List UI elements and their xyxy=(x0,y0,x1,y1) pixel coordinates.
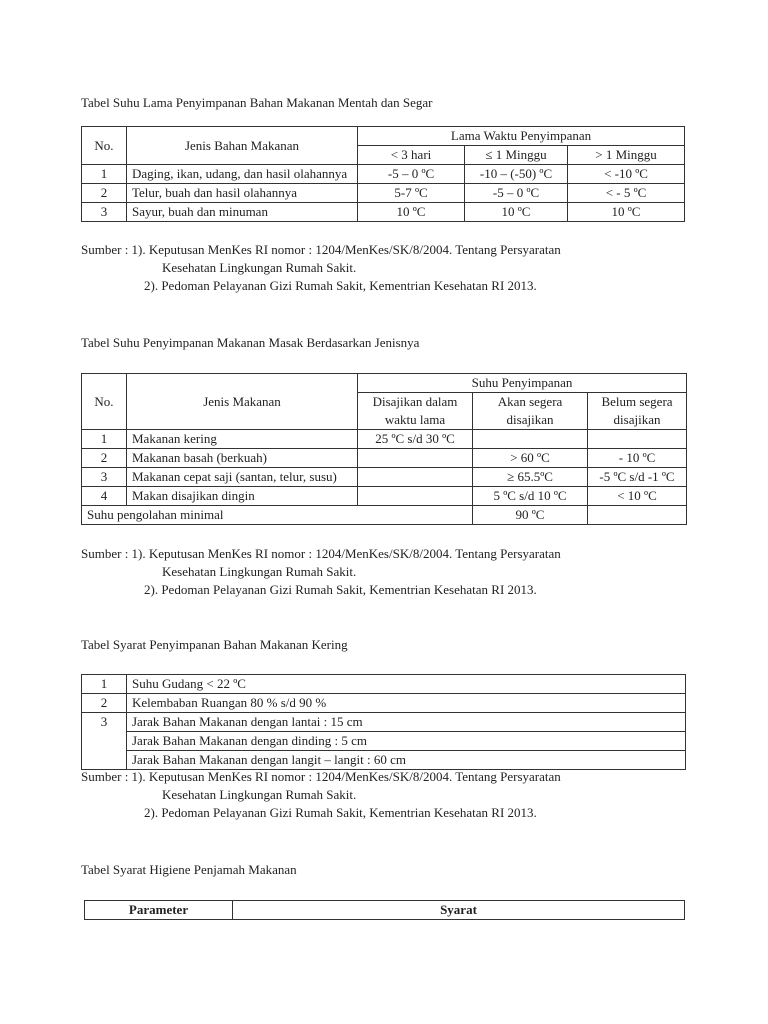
table1-header-group: Lama Waktu Penyimpanan xyxy=(358,127,685,146)
table1-header-sub: > 1 Minggu xyxy=(568,146,685,165)
row-value xyxy=(358,487,473,506)
table4-header-syarat: Syarat xyxy=(233,901,685,920)
footer-value: 90 ºC xyxy=(473,506,588,525)
row-value: 5 ºC s/d 10 ºC xyxy=(473,487,588,506)
source-line: Kesehatan Lingkungan Rumah Sakit. xyxy=(162,564,357,579)
row-text: Jarak Bahan Makanan dengan lantai : 15 cm xyxy=(127,713,686,732)
table1 xyxy=(81,126,685,222)
row-no: 1 xyxy=(82,675,127,694)
row-value: 25 ºC s/d 30 ºC xyxy=(358,430,473,449)
table2-header-no: No. xyxy=(82,374,127,430)
source-line: 2). Pedoman Pelayanan Gizi Rumah Sakit, Kementrian Kesehatan RI 2013. xyxy=(144,582,537,597)
row-value: 10 ºC xyxy=(568,203,685,222)
source-line: Kesehatan Lingkungan Rumah Sakit. xyxy=(162,787,357,802)
row-name: Makan disajikan dingin xyxy=(127,487,358,506)
row-value: 5-7 ºC xyxy=(358,184,465,203)
row-value xyxy=(358,449,473,468)
row-no: 3 xyxy=(82,468,127,487)
table-row xyxy=(82,165,685,184)
row-value xyxy=(358,468,473,487)
table-row xyxy=(82,675,686,694)
row-value: 10 ºC xyxy=(358,203,465,222)
row-value: ≥ 65.5ºC xyxy=(473,468,588,487)
table1-header-no: No. xyxy=(82,127,127,165)
row-value: < 10 ºC xyxy=(588,487,687,506)
row-no: 2 xyxy=(82,449,127,468)
footer-label: Suhu pengolahan minimal xyxy=(82,506,473,525)
row-text: Jarak Bahan Makanan dengan langit – langit : 60 cm xyxy=(127,751,686,770)
row-value xyxy=(588,430,687,449)
row-no: 1 xyxy=(82,165,127,184)
table-row xyxy=(82,430,687,449)
row-value: -10 – (-50) ºC xyxy=(465,165,568,184)
table-row xyxy=(82,203,685,222)
row-name: Makanan basah (berkuah) xyxy=(127,449,358,468)
table-row xyxy=(82,184,685,203)
table3 xyxy=(81,674,686,770)
row-name: Telur, buah dan hasil olahannya xyxy=(127,184,358,203)
source-line: Sumber : 1). Keputusan MenKes RI nomor : 1204/MenKes/SK/8/2004. Tentang Persyaratan xyxy=(81,769,561,784)
source-line: 2). Pedoman Pelayanan Gizi Rumah Sakit, Kementrian Kesehatan RI 2013. xyxy=(144,805,537,820)
row-value: - 10 ºC xyxy=(588,449,687,468)
row-no: 2 xyxy=(82,184,127,203)
source-line: Sumber : 1). Keputusan MenKes RI nomor : 1204/MenKes/SK/8/2004. Tentang Persyaratan xyxy=(81,242,561,257)
row-value xyxy=(473,430,588,449)
row-text: Jarak Bahan Makanan dengan dinding : 5 cm xyxy=(127,732,686,751)
table-row xyxy=(82,732,686,751)
source-line: Sumber : 1). Keputusan MenKes RI nomor : 1204/MenKes/SK/8/2004. Tentang Persyaratan xyxy=(81,546,561,561)
table-row xyxy=(82,487,687,506)
table-row xyxy=(82,713,686,732)
row-value: > 60 ºC xyxy=(473,449,588,468)
table2-header-group: Suhu Penyimpanan xyxy=(358,374,687,393)
table4-caption: Tabel Syarat Higiene Penjamah Makanan xyxy=(81,862,297,877)
source-note-3 xyxy=(81,768,561,822)
source-note-1 xyxy=(81,241,561,295)
table3-caption: Tabel Syarat Penyimpanan Bahan Makanan Kering xyxy=(81,637,348,652)
row-value: -5 ºC s/d -1 ºC xyxy=(588,468,687,487)
row-text: Suhu Gudang < 22 ºC xyxy=(127,675,686,694)
row-no: 2 xyxy=(82,694,127,713)
table-row xyxy=(82,694,686,713)
row-name: Sayur, buah dan minuman xyxy=(127,203,358,222)
table-row xyxy=(82,449,687,468)
table2-header-sub: Disajikan dalam waktu lama xyxy=(358,393,473,430)
row-text: Kelembaban Ruangan 80 % s/d 90 % xyxy=(127,694,686,713)
row-no: 4 xyxy=(82,487,127,506)
table4 xyxy=(84,900,685,920)
table2-caption: Tabel Suhu Penyimpanan Makanan Masak Berdasarkan Jenisnya xyxy=(81,335,420,350)
table-row xyxy=(82,751,686,770)
table-footer-row xyxy=(82,506,687,525)
row-no: 3 xyxy=(82,203,127,222)
table1-header-sub: ≤ 1 Minggu xyxy=(465,146,568,165)
table2 xyxy=(81,373,687,525)
row-name: Daging, ikan, udang, dan hasil olahannya xyxy=(127,165,358,184)
table2-header-sub: Akan segera disajikan xyxy=(473,393,588,430)
source-line: 2). Pedoman Pelayanan Gizi Rumah Sakit, Kementrian Kesehatan RI 2013. xyxy=(144,278,537,293)
row-value: < -10 ºC xyxy=(568,165,685,184)
footer-empty xyxy=(588,506,687,525)
table2-header-sub: Belum segera disajikan xyxy=(588,393,687,430)
row-value: < - 5 ºC xyxy=(568,184,685,203)
source-line: Kesehatan Lingkungan Rumah Sakit. xyxy=(162,260,357,275)
table1-caption: Tabel Suhu Lama Penyimpanan Bahan Makanan Mentah dan Segar xyxy=(81,95,433,110)
row-value: -5 – 0 ºC xyxy=(358,165,465,184)
row-no: 3 xyxy=(82,713,127,770)
table1-header-jenis: Jenis Bahan Makanan xyxy=(127,127,358,165)
source-note-2 xyxy=(81,545,561,599)
table4-header-parameter: Parameter xyxy=(85,901,233,920)
row-name: Makanan cepat saji (santan, telur, susu) xyxy=(127,468,358,487)
table-row xyxy=(82,468,687,487)
table2-header-jenis: Jenis Makanan xyxy=(127,374,358,430)
table1-header-sub: < 3 hari xyxy=(358,146,465,165)
row-value: -5 – 0 ºC xyxy=(465,184,568,203)
row-value: 10 ºC xyxy=(465,203,568,222)
row-name: Makanan kering xyxy=(127,430,358,449)
row-no: 1 xyxy=(82,430,127,449)
